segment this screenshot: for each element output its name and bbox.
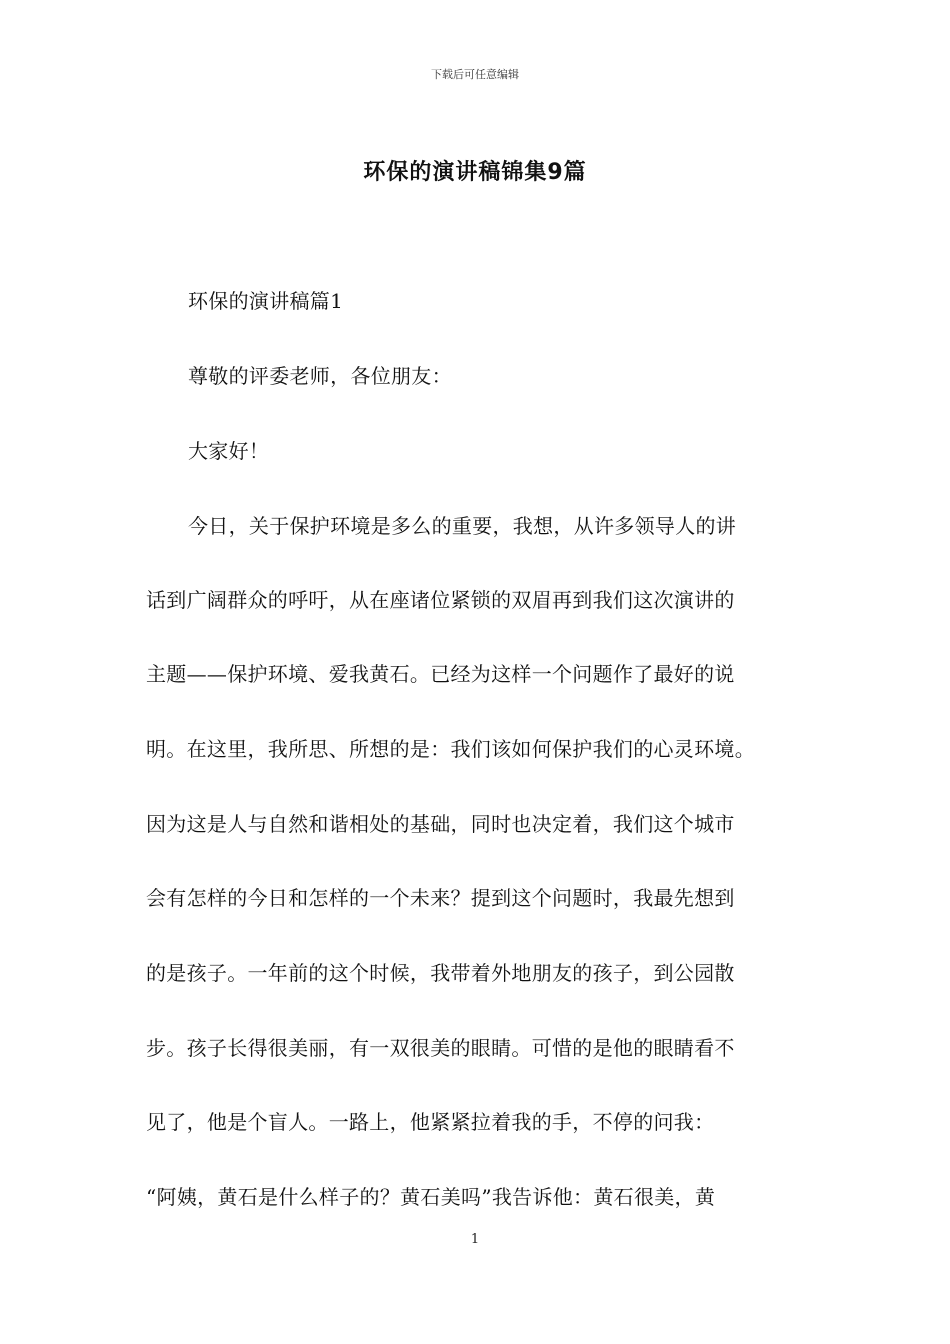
body-line: 主题——保护环境、爱我黄石。已经为这样一个问题作了最好的说 [146, 662, 735, 686]
body-line: 会有怎样的今日和怎样的一个未来？提到这个问题时，我最先想到 [146, 886, 735, 910]
document-title: 环保的演讲稿锦集9篇 [363, 160, 587, 185]
body-line: 明。在这里，我所思、所想的是：我们该如何保护我们的心灵环境。 [146, 737, 755, 761]
body-line: 的是孩子。一年前的这个时候，我带着外地朋友的孩子，到公园散 [146, 961, 735, 985]
body-line: 步。孩子长得很美丽，有一双很美的眼睛。可惜的是他的眼睛看不 [146, 1036, 735, 1060]
body-line: 话到广阔群众的呼吁，从在座诸位紧锁的双眉再到我们这次演讲的 [146, 588, 735, 612]
body-line: “阿姨，黄石是什么样子的？黄石美吗”我告诉他：黄石很美，黄 [146, 1185, 716, 1209]
page-number: 1 [470, 1232, 480, 1247]
header-note: 下载后可任意编辑 [431, 68, 519, 81]
section-heading: 环保的演讲稿篇1 [188, 289, 344, 313]
salutation: 尊敬的评委老师，各位朋友： [188, 364, 452, 388]
body-line: 见了，他是个盲人。一路上，他紧紧拉着我的手，不停的问我： [146, 1110, 715, 1134]
greeting: 大家好！ [188, 439, 270, 463]
body-line: 因为这是人与自然和谐相处的基础，同时也决定着，我们这个城市 [146, 812, 735, 836]
body-line: 今日，关于保护环境是多么的重要，我想，从许多领导人的讲 [188, 514, 737, 538]
